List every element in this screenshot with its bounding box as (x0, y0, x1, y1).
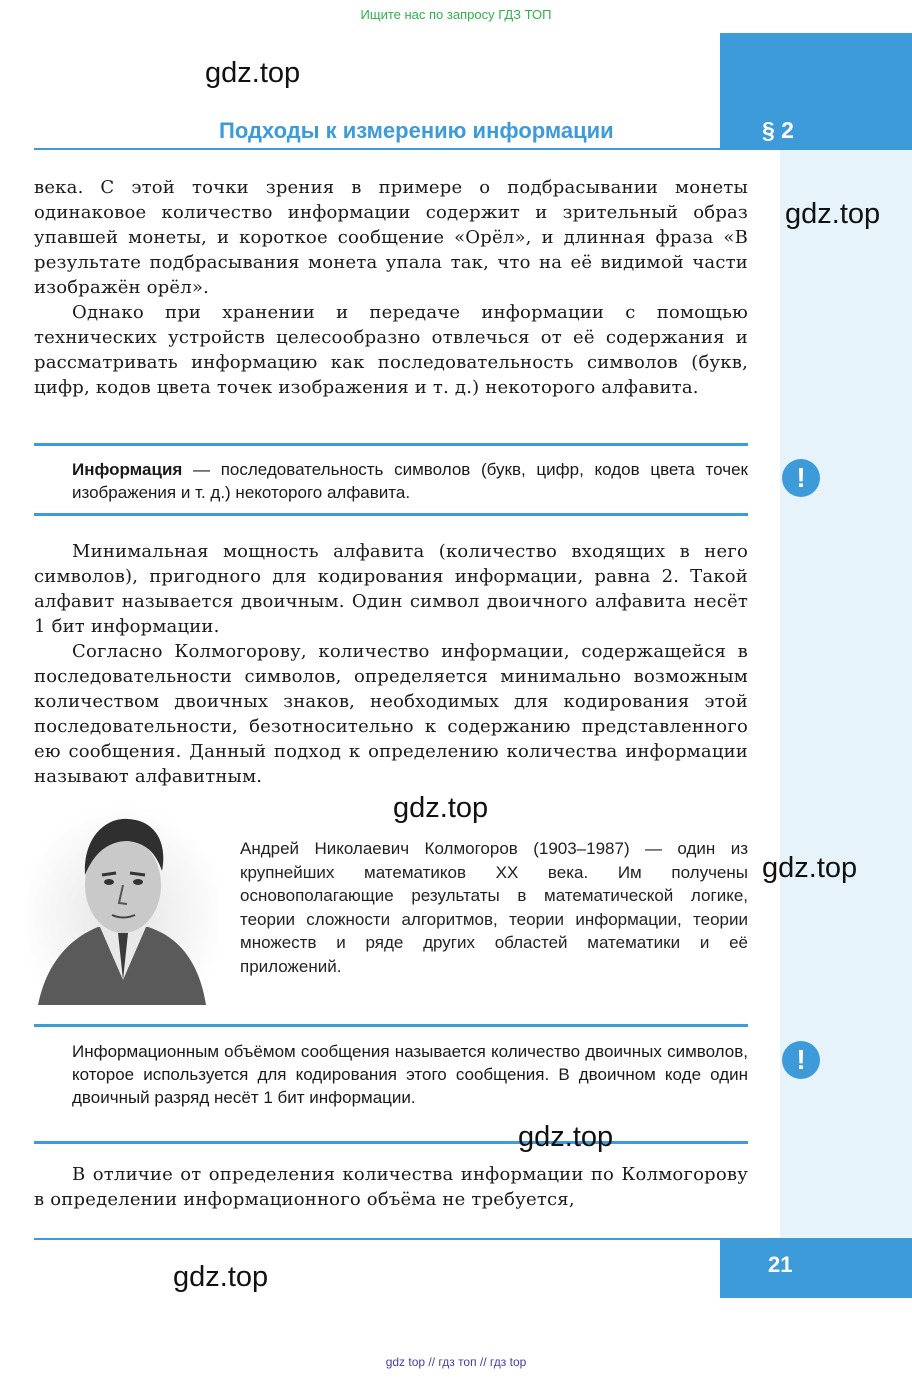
definition-term: Информация (72, 460, 183, 479)
section-number: § 2 (762, 117, 794, 143)
watermark: gdz.top (393, 792, 489, 824)
definition-information (72, 458, 748, 504)
top-banner: Ищите нас по запросу ГДЗ ТОП (360, 7, 552, 22)
watermark: gdz.top (785, 198, 881, 230)
text-block-1 (34, 175, 748, 400)
footer-divider (34, 1238, 720, 1240)
definition-rule-bottom (34, 1141, 748, 1144)
paragraph: Согласно Колмогорову, количество информации, содержащейся в последовательности символов, определяется минимально возможным количеством двоичных знаков, необходимых для кодирования этой последовательности, безотносительно к содержанию представленного ею сообщения. Данный подход к определению количества информации называют алфавитным. (34, 641, 748, 787)
definition-info-volume: Информационным объёмом сообщения называется количество двоичных символов, которое используется для кодирования этого сообщения. В двоичном коде один двоичный разряд несёт 1 бит информации. (72, 1042, 748, 1107)
paragraph: Однако при хранении и передаче информации с помощью технических устройств целесообразно отвлечься от её содержания и рассматривать информацию как последовательность символов (букв, цифр, кодов цвета точек изображения и т. д.) некоторого алфавита. (34, 302, 748, 398)
watermark: gdz.top (173, 1261, 269, 1293)
watermark: gdz.top (205, 57, 301, 89)
bottom-links[interactable]: gdz top // гдз топ // гдз top (385, 1355, 527, 1369)
page-number-tab (720, 1238, 912, 1298)
watermark: gdz.top (518, 1121, 614, 1153)
exclamation-icon: ! (782, 1041, 820, 1079)
header-divider (34, 148, 720, 150)
definition-rule-bottom (34, 513, 748, 516)
text-block-2 (34, 539, 748, 789)
exclamation-icon: ! (782, 459, 820, 497)
paragraph: Минимальная мощность алфавита (количество входящих в него символов), пригодного для кодирования информации, равна 2. Такой алфавит называется двоичным. Один символ двоичного алфавита несёт 1 бит информации. (34, 541, 748, 637)
page-number: 21 (768, 1252, 793, 1277)
paragraph: В отличие от определения количества информации по Колмогорову в определении информационного объёма не требуется, (34, 1164, 748, 1210)
definition-text: — последовательность символов (букв, цифр, кодов цвета точек изображения и т. д.) некоторого алфавита. (72, 460, 748, 502)
page-header-title: Подходы к измерению информации (219, 118, 614, 143)
kolmogorov-bio: Андрей Николаевич Колмогоров (1903–1987) — один из крупнейших математиков XX века. Им получены основополагающие результаты в математической логике, теории сложности алгоритмов, теории информации, теории множеств и ряде других областей математики и её приложений. (240, 839, 748, 976)
kolmogorov-portrait (28, 805, 218, 1005)
section-tab (720, 33, 912, 150)
definition-rule-top (34, 443, 748, 446)
watermark: gdz.top (762, 852, 858, 884)
text-block-3 (34, 1162, 748, 1212)
paragraph: века. С этой точки зрения в примере о подбрасывании монеты одинаковое количество информации содержит и зрительный образ упавшей монеты, и короткое сообщение «Орёл», и длинная фраза «В результате подбрасывания монета упала так, что на её видимой части изображён орёл». (34, 177, 748, 298)
definition-rule-top (34, 1024, 748, 1027)
